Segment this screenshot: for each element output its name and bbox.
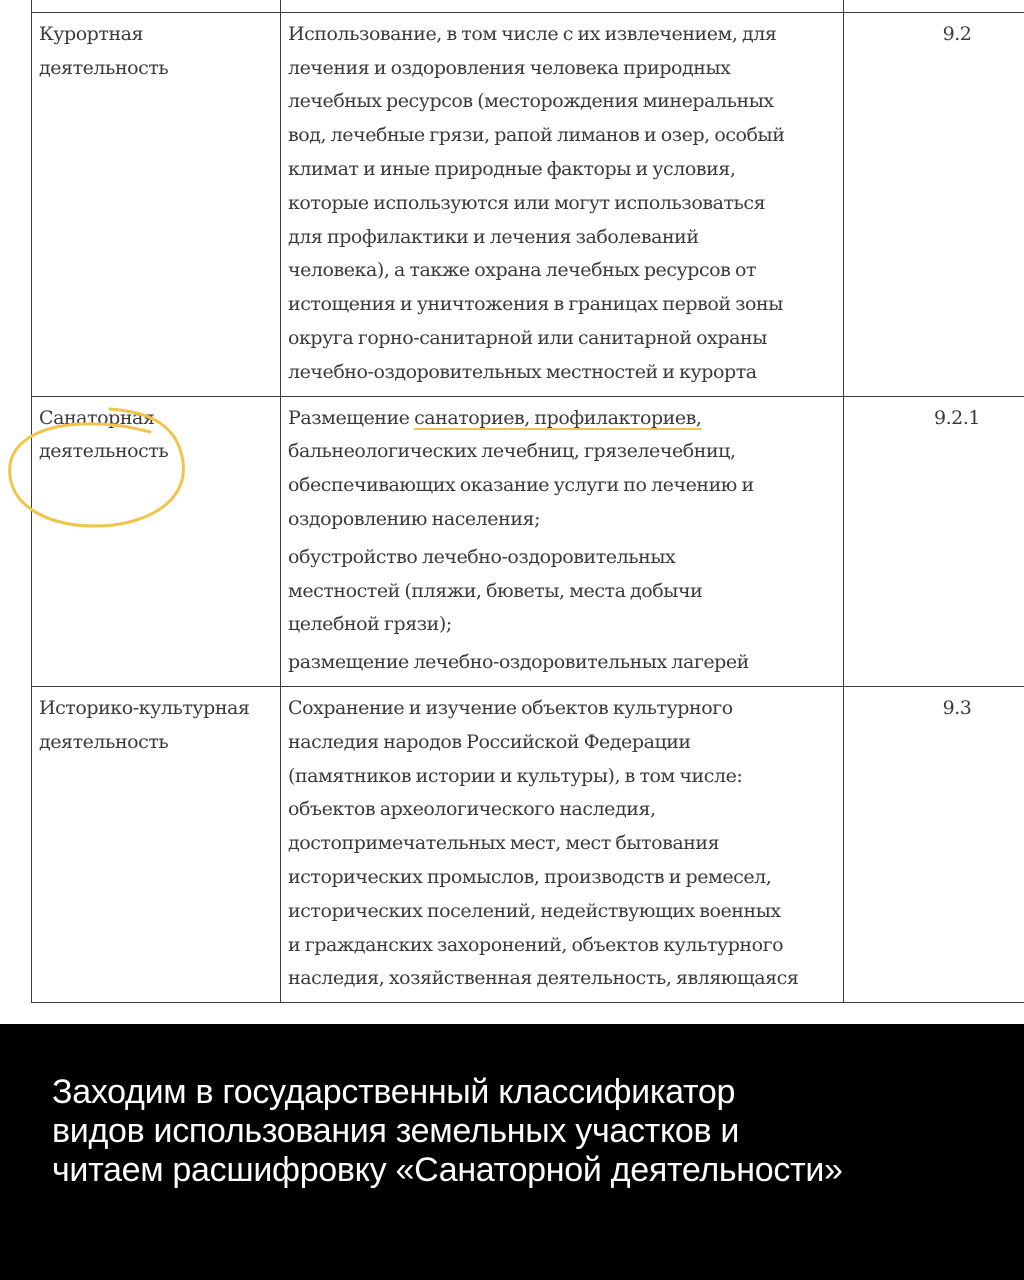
description-line: лечения и оздоровления человека природных bbox=[288, 56, 731, 79]
caption-line: читаем расшифровку «Санаторной деятельности» bbox=[52, 1151, 843, 1189]
description-paragraph bbox=[288, 646, 835, 680]
description-line: Сохранение и изучение объектов культурного bbox=[288, 696, 733, 719]
activity-name-cell bbox=[32, 12, 281, 396]
description-line: исторических промыслов, производств и ремесел, bbox=[288, 865, 772, 888]
activity-name-cell bbox=[32, 396, 281, 686]
description-line: Использование, в том числе с их извлечением, для bbox=[288, 22, 777, 45]
caption-line: Заходим в государственный классификатор bbox=[52, 1073, 736, 1111]
caption-line: видов использования земельных участков и bbox=[52, 1112, 740, 1150]
description-line: наследия народов Российской Федерации bbox=[288, 730, 691, 753]
activity-name-line: Историко-культурная bbox=[39, 696, 250, 719]
description-line: для профилактики и лечения заболеваний bbox=[288, 225, 699, 248]
description-line: объектов археологического наследия, bbox=[288, 798, 656, 821]
table-row bbox=[32, 12, 1024, 396]
activity-description-cell bbox=[281, 686, 844, 1002]
description-line bbox=[288, 402, 835, 436]
description-line: наследия, хозяйственная деятельность, являющаяся bbox=[288, 967, 799, 990]
description-line: местностей (пляжи, бюветы, места добычи bbox=[288, 579, 703, 602]
description-line: и гражданских захоронений, объектов культурного bbox=[288, 933, 784, 956]
description-line: бальнеологических лечебниц, грязелечебниц, bbox=[288, 440, 736, 463]
table-row bbox=[32, 686, 1024, 1002]
description-line: истощения и уничтожения в границах первой зоны bbox=[288, 293, 783, 316]
underlined-highlight: санаториев, профилакториев, bbox=[414, 406, 702, 429]
activity-name-line: Курортная bbox=[39, 22, 144, 45]
description-paragraph bbox=[288, 0, 835, 6]
table-row bbox=[32, 0, 1024, 12]
activity-description-cell bbox=[281, 396, 844, 686]
activity-code-cell bbox=[844, 0, 1024, 12]
description-line: человека), а также охрана лечебных ресурсов от bbox=[288, 259, 757, 282]
activity-code-cell: 9.2 bbox=[844, 12, 1024, 396]
activity-name-line: деятельность bbox=[39, 440, 169, 463]
description-line: лечебно-оздоровительных местностей и курорта bbox=[288, 360, 757, 383]
description-prefix: Размещение bbox=[288, 406, 415, 429]
description-line: исторических поселений, недействующих военных bbox=[288, 899, 781, 922]
description-line: (памятников истории и культуры), в том числе: bbox=[288, 764, 743, 787]
description-paragraph bbox=[288, 402, 835, 537]
description-line: которые используются или могут использоваться bbox=[288, 191, 766, 214]
description-line: обустройство лечебно-оздоровительных bbox=[288, 545, 676, 568]
activity-name-line: деятельность bbox=[39, 56, 169, 79]
activity-name-line: Санаторная bbox=[39, 406, 155, 429]
activity-code-cell: 9.2.1 bbox=[844, 396, 1024, 686]
description-line: обеспечивающих оказание услуги по лечению и bbox=[288, 474, 754, 497]
activity-name-cell bbox=[32, 0, 281, 12]
caption-banner bbox=[0, 1024, 1024, 1280]
activity-name-cell bbox=[32, 686, 281, 1002]
description-line: достопримечательных мест, мест бытования bbox=[288, 832, 720, 855]
description-line: лечебных ресурсов (месторождения минеральных bbox=[288, 90, 774, 113]
activity-description-cell bbox=[281, 12, 844, 396]
description-paragraph bbox=[288, 541, 835, 642]
table-row bbox=[32, 396, 1024, 686]
description-line: вод, лечебные грязи, рапой лиманов и озер, особый bbox=[288, 124, 785, 147]
description-line: климат и иные природные факторы и условия, bbox=[288, 157, 736, 180]
activity-name-line: деятельность bbox=[39, 730, 169, 753]
activity-code-cell: 9.3 bbox=[844, 686, 1024, 1002]
description-line: целебной грязи); bbox=[288, 613, 452, 636]
land-use-classifier-table bbox=[31, 0, 1024, 1003]
description-line: оздоровлению населения; bbox=[288, 507, 541, 530]
activity-description-cell bbox=[281, 0, 844, 12]
table-body bbox=[32, 0, 1024, 1003]
description-paragraph bbox=[288, 18, 835, 390]
description-paragraph bbox=[288, 692, 835, 996]
description-line bbox=[288, 0, 835, 6]
description-line: округа горно-санитарной или санитарной охраны bbox=[288, 326, 767, 349]
description-line: размещение лечебно-оздоровительных лагерей bbox=[288, 651, 749, 674]
